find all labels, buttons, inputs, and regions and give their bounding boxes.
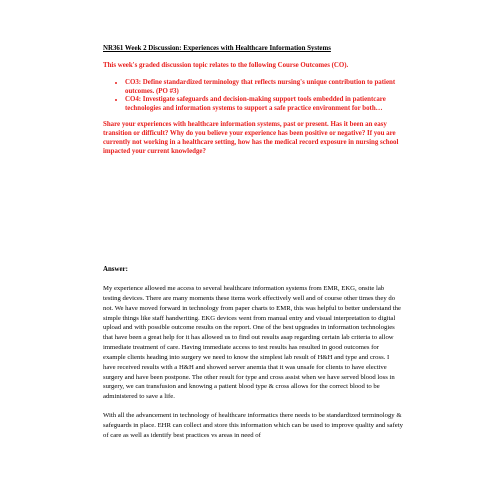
course-outcomes-list <box>103 79 403 113</box>
course-outcome-co4: • CO4: Investigate safeguards and decision-making support tools embedded in patientcare technologies and information systems to support a safe practice environment for both… <box>125 96 403 113</box>
answer-paragraph: With all the advancement in technology of healthcare informatics there needs to be standardized terminology & safeguards in place. EHR can collect and store this information which can be used to improve quality and safety of care as well as identify best practices vs areas in need of <box>103 412 403 439</box>
course-outcome-co3: • CO3: Define standardized terminology that reflects nursing's unique contribution to patient outcomes. (PO #3) <box>125 79 403 96</box>
document-title: NR361 Week 2 Discussion: Experiences with Healthcare Information Systems <box>103 45 331 52</box>
answer-body <box>103 284 403 450</box>
answer-label: Answer: <box>103 266 128 273</box>
discussion-prompt: Share your experiences with healthcare information systems, past or present. Has it been an easy transition or difficult? Why do you believe your experience has been positive or negative? If you are currently not working in a healthcare setting, how has the medical record exposure in nursing school impacted your current knowledge? <box>103 121 399 155</box>
document-page <box>103 44 403 439</box>
answer-paragraph: My experience allowed me access to several healthcare information systems from EMR, EKG, onsite lab testing devices. There are many moments these items work effectively well and of course other times they do not. We have moved forward in technology from paper charts to EMR, this was helpful to better understand the simple things like staff handwriting. EKG devices went from manual entry and visual interpretation to digital upload and with possible outcome results on the report. One of the best upgrades in information technologies that have been a great help for it has allowed us to find out results asap regarding certain lab criteria to allow immediate treatment of care. Having immediate access to test results has resulted in good outcomes for example clients heading into surgery we need to know the simplest lab result of H&H and type and cross. I have received results with a H&H and showed server anemia that it was unsafe for clients to have elective surgery and have been postpone. The other result for type and cross assist when we have served blood loss in surgery, we can transfusion and knowing a patient blood type & cross allows for the correct blood to be administered to save a life. <box>103 285 401 401</box>
course-outcomes-intro: This week's graded discussion topic relates to the following Course Outcomes (CO). <box>103 62 349 69</box>
